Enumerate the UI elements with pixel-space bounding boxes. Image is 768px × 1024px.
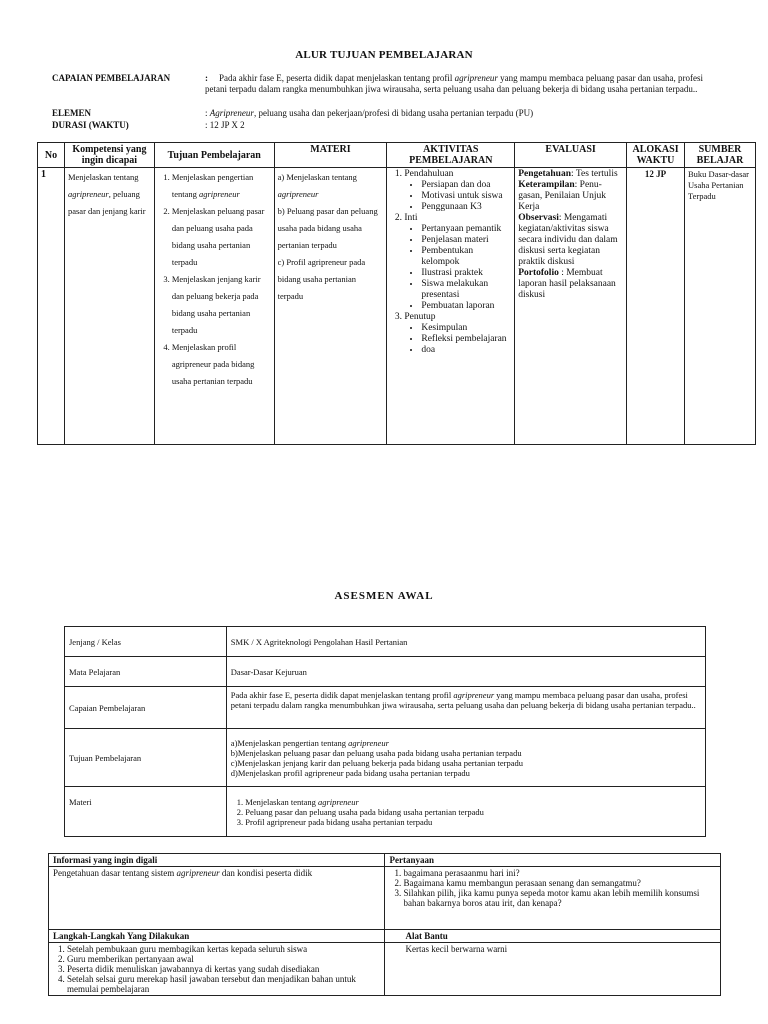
jenjang-label: Jenjang / Kelas — [65, 627, 227, 657]
list-item: • Refleksi pembelajaran — [421, 334, 511, 345]
list-item: • doa — [421, 345, 511, 356]
table-row — [49, 943, 721, 996]
list-item: 1. Pendahuluan • Persiapan dan doa • Motivasi untuk siswa • Penggunaan K3 — [404, 169, 511, 213]
list-item: 1. Menjelaskan pengertian tentang agripreneur — [172, 169, 271, 203]
list-item: 3. Peserta didik menuliskan jawabannya di kertas yang sudah disediakan — [67, 964, 380, 974]
table-row — [65, 687, 706, 729]
header-aktivitas: AKTIVITAS PEMBELAJARAN — [387, 143, 515, 168]
list-item: 4. Setelah selsai guru merekap hasil jawaban tersebut dan menjadikan bahan untuk memulai pembelajaran — [67, 974, 380, 994]
list-item: b)Menjelaskan peluang pasar dan peluang usaha pada bidang usaha pertanian terpadu — [230, 747, 522, 758]
list-item: • Pembentukan kelompok — [421, 246, 511, 268]
elemen-label: ELEMEN — [52, 108, 92, 118]
list-item: 2. Menjelaskan peluang pasar dan peluang usaha pada bidang usaha pertanian terpadu — [172, 203, 271, 271]
list-item: a)Menjelaskan pengertian tentang agripreneur — [230, 737, 389, 748]
list-item: 3. Menjelaskan jenjang karir dan peluang bekerja pada bidang usaha pertanian terpadu — [172, 271, 271, 339]
materi-value — [226, 787, 705, 837]
table-row — [49, 854, 721, 867]
list-item: • Penggunaan K3 — [421, 202, 511, 213]
list-item: • Motivasi untuk siswa — [421, 191, 511, 202]
row-alokasi: 12 JP — [627, 168, 685, 445]
list-item: 1. bagaimana perasaanmu hari ini? — [403, 868, 716, 878]
row-no: 1 — [38, 168, 65, 445]
row-materi — [274, 168, 387, 445]
list-item: Keterampilan: Penu-gasan, Penilaian Unjuk Kerja — [518, 180, 607, 212]
alur-table — [37, 142, 756, 445]
list-item: c)Menjelaskan jenjang karir dan peluang bekerja pada bidang usaha pertanian terpadu — [230, 757, 523, 768]
cp-value-2: Pada akhir fase E, peserta didik dapat menjelaskan tentang profil agripreneur yang mampu membaca peluang pasar dan usaha, profesi petani terpadu dalam rangka menumbuhkan jiwa wirausaha, serta peluang usaha dan peluang bekerja di bidang usaha pertanian terpadu.. — [226, 687, 705, 729]
tp-value — [226, 729, 705, 787]
header-alokasi: ALOKASI WAKTU — [627, 143, 685, 168]
asesmen-title: ASESMEN AWAL — [334, 590, 434, 602]
list-item: c) Profil agripreneur pada bidang usaha pertanian terpadu — [277, 257, 366, 301]
table-row — [65, 729, 706, 787]
header-materi: MATERI — [274, 143, 387, 168]
cp-text: Pada akhir fase E, peserta didik dapat menjelaskan tentang profil agripreneur yang mampu membaca peluang pasar dan usaha, profesi petani terpadu dalam rangka menumbuhkan jiwa wirausaha, serta peluang usaha dan peluang bekerja di bidang usaha pertanian terpadu.. — [205, 73, 704, 94]
cp-colon: : — [205, 73, 208, 83]
info-header: Informasi yang ingin digali — [49, 854, 385, 867]
alur-header-row — [38, 143, 756, 168]
cp-label: CAPAIAN PEMBELAJARAN — [52, 73, 171, 83]
list-item: 2. Guru memberikan pertanyaan awal — [67, 954, 380, 964]
list-item: Observasi: Mengamati kegiatan/aktivitas siswa secara individu dan dalam diskusi serta kegiatan praktik diskusi — [518, 213, 618, 267]
list-item: b) Peluang pasar dan peluang usaha pada bidang usaha pertanian terpadu — [277, 206, 378, 250]
info-table — [48, 853, 721, 996]
info-value: Pengetahuan dasar tentang sistem agripreneur dan kondisi peserta didik — [49, 867, 385, 930]
header-kompetensi: Kompetensi yang ingin dicapai — [64, 143, 154, 168]
row-evaluasi — [515, 168, 627, 445]
materi-label: Materi — [65, 787, 227, 837]
jenjang-value: SMK / X Agriteknologi Pengolahan Hasil Pertanian — [226, 627, 705, 657]
header-tujuan: Tujuan Pembelajaran — [154, 143, 274, 168]
row-sumber: Buku Dasar-dasar Usaha Pertanian Terpadu — [685, 168, 756, 445]
header-sumber: SUMBER BELAJAR — [685, 143, 756, 168]
list-item: • Kesimpulan — [421, 323, 511, 334]
list-item: 2. Peluang pasar dan peluang usaha pada bidang usaha pertanian terpadu — [236, 807, 484, 817]
list-item: • Siswa melakukan presentasi — [421, 279, 511, 301]
langkah-header: Langkah-Langkah Yang Dilakukan — [49, 930, 385, 943]
list-item: 3. Penutup • Kesimpulan • Refleksi pembelajaran • doa — [404, 312, 511, 356]
list-item: • Ilustrasi praktek — [421, 268, 511, 279]
list-item: • Penjelasan materi — [421, 235, 511, 246]
list-item: 2. Bagaimana kamu membangun perasaan senang dan semangatmu? — [403, 878, 716, 888]
list-item: • Pembuatan laporan — [421, 301, 511, 312]
row-tujuan — [154, 168, 274, 445]
list-item: 1. Menjelaskan tentang agripreneur — [236, 797, 359, 807]
list-item: Portofolio : Membuat laporan hasil pelaksanaan diskusi — [518, 268, 616, 300]
langkah-list — [49, 943, 385, 996]
tp-label: Tujuan Pembelajaran — [65, 729, 227, 787]
table-row — [65, 627, 706, 657]
list-item: • Persiapan dan doa — [421, 180, 511, 191]
list-item: a) Menjelaskan tentang agripreneur — [277, 172, 357, 199]
mapel-label: Mata Pelajaran — [65, 657, 227, 687]
list-item: 3. Profil agripreneur pada bidang usaha pertanian terpadu — [236, 817, 433, 827]
table-row — [65, 657, 706, 687]
row-aktivitas — [387, 168, 515, 445]
list-item: 3. Silahkan pilih, jika kamu punya sepeda motor kamu akan lebih memilih konsumsi bahan bakarnya boros atau irit, dan kenapa? — [403, 888, 716, 908]
asesmen-table — [64, 626, 706, 837]
alat-header: Alat Bantu — [385, 930, 721, 943]
table-row — [38, 168, 756, 445]
header-evaluasi: EVALUASI — [515, 143, 627, 168]
elemen-text: : Agripreneur, peluang usaha dan pekerjaan/profesi di bidang usaha pertanian terpadu (PU) — [205, 108, 534, 118]
alur-title: ALUR TUJUAN PEMBELAJARAN — [295, 49, 473, 61]
list-item: 1. Setelah pembukaan guru membagikan kertas kepada seluruh siswa — [67, 944, 380, 954]
mapel-value: Dasar-Dasar Kejuruan — [226, 657, 705, 687]
list-item: Pengetahuan: Tes tertulis — [518, 169, 618, 179]
list-item: d)Menjelaskan profil agripreneur pada bidang usaha pertanian terpadu — [230, 767, 470, 778]
header-no: No — [38, 143, 65, 168]
list-item: • Pertanyaan pemantik — [421, 224, 511, 235]
list-item: 2. Inti • Pertanyaan pemantik • Penjelasan materi • Pembentukan kelompok • Ilustrasi praktek • Siswa melakukan presentasi • Pembuatan laporan — [404, 213, 511, 312]
row-kompetensi: Menjelaskan tentang agripreneur, peluang pasar dan jenjang karir — [64, 168, 154, 445]
table-row — [65, 787, 706, 837]
table-row — [49, 930, 721, 943]
pertanyaan-list — [385, 867, 721, 930]
table-row — [49, 867, 721, 930]
list-item: 4. Menjelaskan profil agripreneur pada bidang usaha pertanian terpadu — [172, 339, 271, 390]
cp-label-2: Capaian Pembelajaran — [65, 687, 227, 729]
pertanyaan-header: Pertanyaan — [385, 854, 721, 867]
durasi-label: DURASI (WAKTU) — [52, 120, 129, 130]
durasi-text: : 12 JP X 2 — [205, 120, 245, 130]
alat-value: Kertas kecil berwarna warni — [385, 943, 721, 996]
